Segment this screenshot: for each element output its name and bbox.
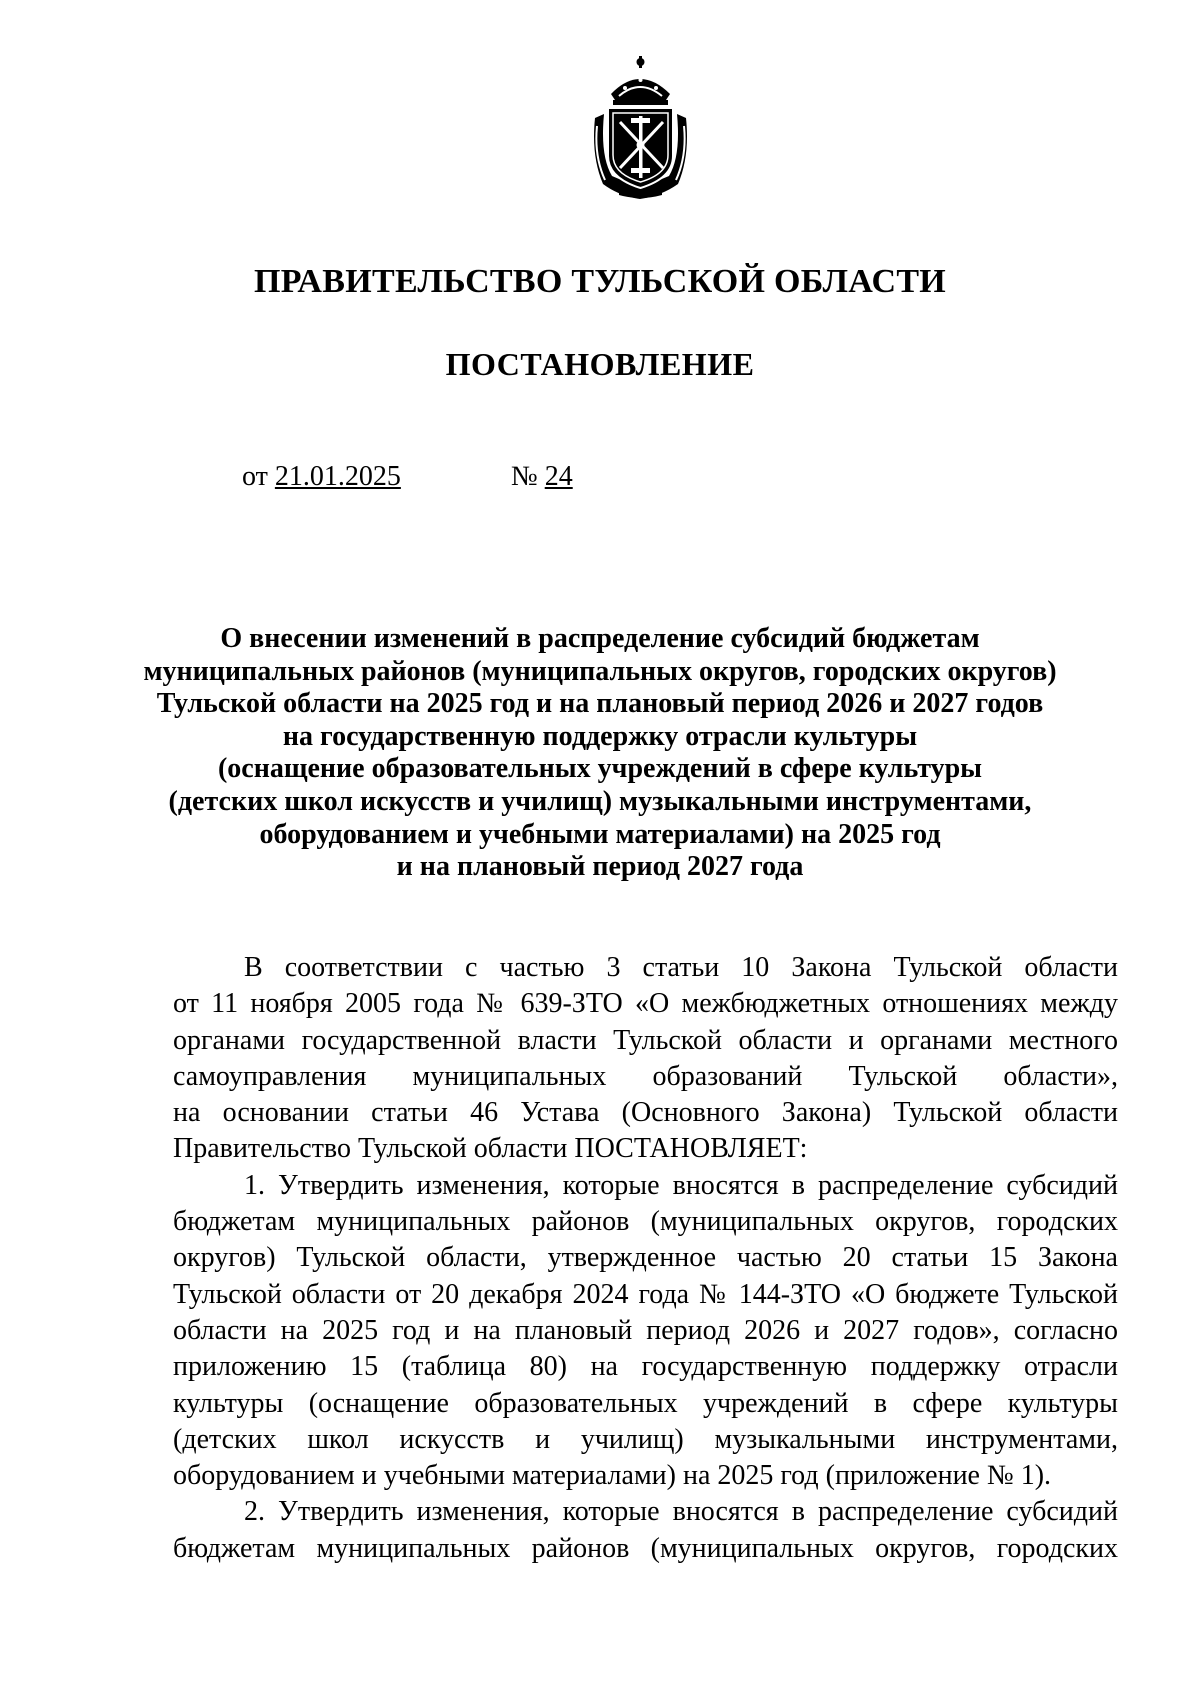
body-line: органами государственной власти Тульской области и органами местного — [173, 1024, 1118, 1056]
body-line: самоуправления муниципальных образований Тульской области», — [173, 1060, 1118, 1092]
body-line: бюджетам муниципальных районов (муниципальных округов, городских — [173, 1206, 1118, 1238]
title-line: муниципальных районов (муниципальных округов, городских округов) — [143, 655, 1057, 687]
organization-name: ПРАВИТЕЛЬСТВО ТУЛЬСКОЙ ОБЛАСТИ — [253, 263, 947, 300]
item-2-paragraph — [173, 1494, 1118, 1567]
body-line: 1. Утвердить изменения, которые вносятся в распределение субсидий — [244, 1169, 1118, 1201]
body-line: округов) Тульской области, утвержденное частью 20 статьи 15 Закона — [173, 1242, 1118, 1274]
body-line: Тульской области от 20 декабря 2024 года № 144-ЗТО «О бюджете Тульской — [173, 1278, 1118, 1310]
title-line: (оснащение образовательных учреждений в сфере культуры — [217, 753, 983, 785]
title-line: на государственную поддержку отрасли культуры — [282, 720, 918, 752]
body-line: бюджетам муниципальных районов (муниципальных округов, городских — [173, 1532, 1118, 1564]
document-body — [173, 950, 1118, 1567]
title-line: (детских школ искусств и училищ) музыкальными инструментами, — [168, 785, 1032, 817]
coat-of-arms-emblem — [589, 56, 692, 199]
preamble-paragraph — [173, 950, 1118, 1168]
title-line: О внесении изменений в распределение субсидий бюджетам — [220, 623, 980, 654]
body-line: Правительство Тульской области ПОСТАНОВЛЯЕТ: — [173, 1133, 808, 1165]
body-line: от 11 ноября 2005 года № 639-ЗТО «О межбюджетных отношениях между — [173, 988, 1118, 1020]
body-line: культуры (оснащение образовательных учреждений в сфере культуры — [173, 1387, 1118, 1419]
body-line: на основании статьи 46 Устава (Основного Закона) Тульской области — [173, 1097, 1118, 1129]
body-line: 2. Утвердить изменения, которые вносятся в распределение субсидий — [244, 1496, 1118, 1528]
body-line: оборудованием и учебными материалами) на 2025 год (приложение № 1). — [173, 1460, 1052, 1492]
body-line: В соответствии с частью 3 статьи 10 Закона Тульской области — [244, 952, 1118, 983]
document-type: ПОСТАНОВЛЕНИЕ — [445, 346, 755, 382]
date-prefix: от — [242, 461, 268, 492]
item-1-paragraph — [173, 1168, 1118, 1495]
body-line: области на 2025 год и на плановый период 2026 и 2027 годов», согласно — [173, 1314, 1118, 1346]
title-line: оборудованием и учебными материалами) на 2025 год — [259, 818, 941, 850]
number-prefix: № — [511, 461, 538, 492]
tula-coat-of-arms-icon — [589, 56, 692, 199]
document-number — [511, 460, 573, 494]
body-line: приложению 15 (таблица 80) на государственную поддержку отрасли — [173, 1351, 1118, 1383]
document-title — [0, 623, 1200, 884]
title-line: и на плановый период 2027 года — [396, 851, 804, 883]
title-line: Тульской области на 2025 год и на плановый период 2026 и 2027 годов — [156, 688, 1044, 720]
body-line: (детских школ искусств и училищ) музыкальными инструментами, — [173, 1423, 1118, 1455]
date-value: 21.01.2025 — [274, 461, 401, 492]
number-value: 24 — [544, 461, 573, 492]
document-date — [242, 460, 401, 494]
